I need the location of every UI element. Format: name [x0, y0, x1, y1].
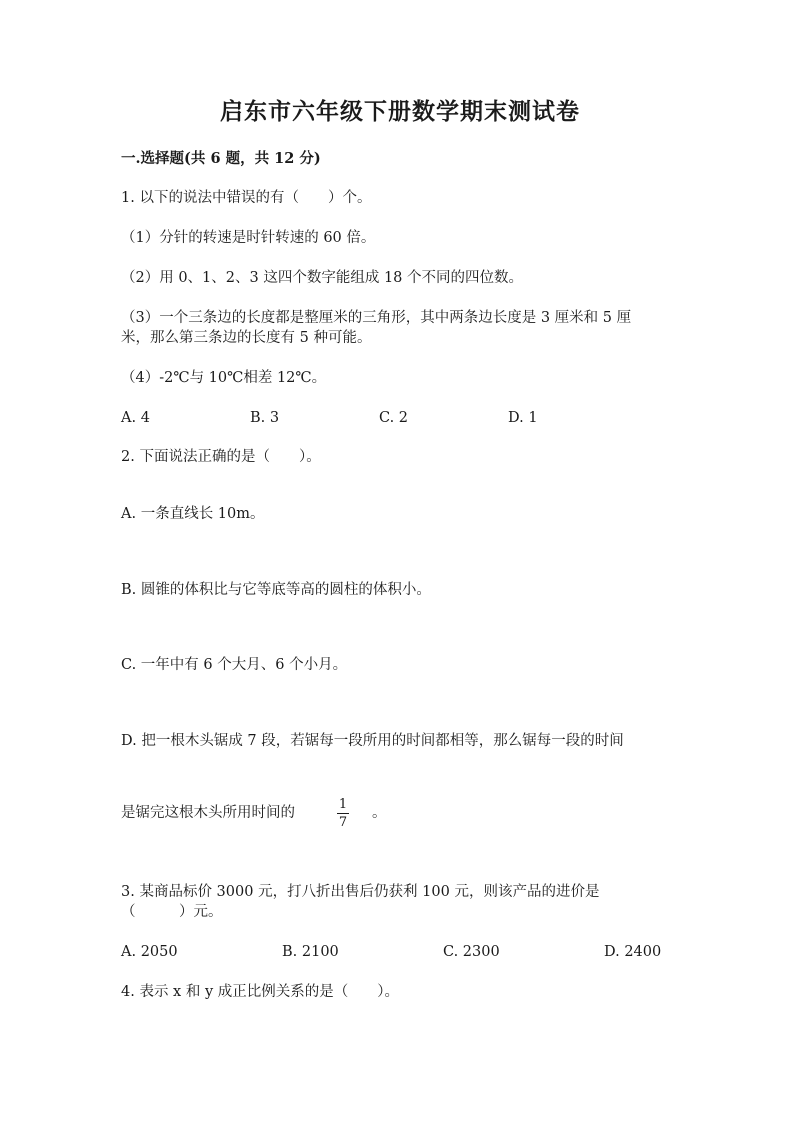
question-1-statement-4: （4）-2℃与 10℃相差 12℃。: [121, 370, 327, 386]
question-1-option-d: D. 1: [508, 410, 538, 426]
question-3-option-b: B. 2100: [282, 944, 339, 960]
section-heading: 一.选择题(共 6 题，共 12 分): [121, 150, 321, 167]
question-2-option-a: A. 一条直线长 10m。: [121, 506, 265, 522]
question-2-option-d-line1: D. 把一根木头锯成 7 段，若锯每一段所用的时间都相等，那么锯每一段的时间: [121, 733, 624, 749]
question-1-option-b: B. 3: [250, 410, 280, 426]
question-1-statement-1: （1）分针的转速是时针转速的 60 倍。: [121, 230, 376, 246]
page-title: 启东市六年级下册数学期末测试卷: [220, 98, 580, 125]
question-1-option-a: A. 4: [121, 410, 150, 426]
question-1-statement-3-line2: 米，那么第三条边的长度有 5 种可能。: [121, 330, 372, 346]
question-2-period: 。: [372, 805, 387, 821]
question-1-option-c: C. 2: [379, 410, 409, 426]
fraction-bar: [337, 813, 349, 814]
question-1-stem: 1. 以下的说法中错误的有（ ）个。: [121, 190, 372, 206]
question-2-option-d-line2: 是锯完这根木头所用时间的: [121, 805, 295, 821]
question-1-statement-3-line1: （3）一个三条边的长度都是整厘米的三角形，其中两条边长度是 3 厘米和 5 厘: [121, 310, 632, 326]
question-1-statement-2: （2）用 0、1、2、3 这四个数字能组成 18 个不同的四位数。: [121, 270, 524, 286]
question-3-stem-line1: 3. 某商品标价 3000 元，打八折出售后仍获利 100 元，则该产品的进价是: [121, 884, 600, 900]
question-3-stem-line2: （ ）元。: [121, 904, 223, 920]
question-3-option-a: A. 2050: [121, 944, 178, 960]
question-2-stem: 2. 下面说法正确的是（ ）。: [121, 449, 321, 465]
question-4-stem: 4. 表示 x 和 y 成正比例关系的是（ ）。: [121, 984, 399, 1000]
question-3-option-c: C. 2300: [443, 944, 500, 960]
question-3-option-d: D. 2400: [604, 944, 662, 960]
fraction-one-seventh: [336, 797, 350, 830]
question-2-option-c: C. 一年中有 6 个大月、6 个小月。: [121, 657, 348, 673]
question-2-option-b: B. 圆锥的体积比与它等底等高的圆柱的体积小。: [121, 582, 431, 598]
fraction-numerator: 1: [338, 797, 348, 812]
fraction-denominator: 7: [338, 815, 348, 830]
